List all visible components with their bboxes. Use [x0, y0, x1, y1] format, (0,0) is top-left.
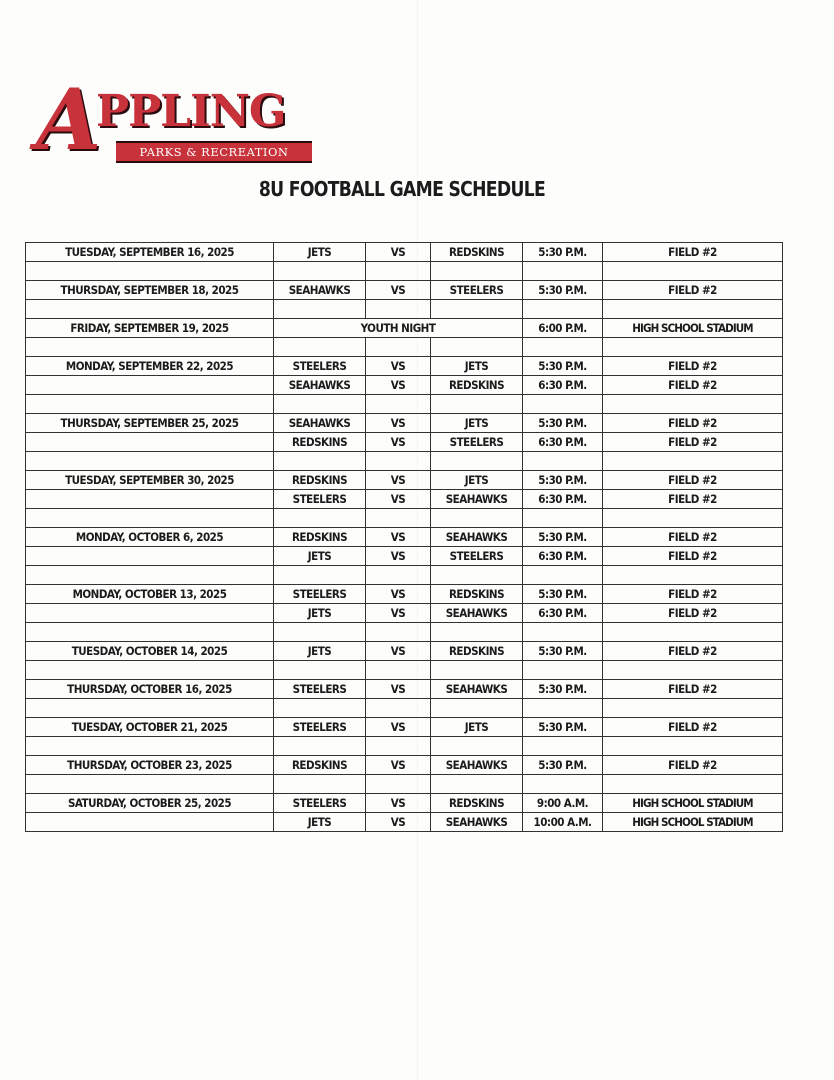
table-row: [26, 547, 783, 566]
empty-cell: [26, 338, 274, 357]
empty-cell: [366, 566, 431, 585]
table-row: [26, 642, 783, 661]
empty-cell: [274, 775, 366, 794]
spacer-row: [26, 338, 783, 357]
empty-cell: [431, 262, 523, 281]
spacer-row: [26, 509, 783, 528]
table-row: [26, 319, 783, 338]
logo-subtitle: PARKS & RECREATION: [116, 141, 312, 163]
away-team: SEAHAWKS: [431, 756, 523, 775]
event-name: YOUTH NIGHT: [274, 319, 523, 338]
empty-cell: [431, 699, 523, 718]
appling-logo: [36, 70, 289, 169]
away-team: REDSKINS: [431, 585, 523, 604]
away-team: STEELERS: [431, 433, 523, 452]
empty-cell: [274, 737, 366, 756]
empty-cell: [523, 699, 603, 718]
versus-label: VS: [366, 604, 431, 623]
table-row: [26, 357, 783, 376]
game-date-empty: [26, 433, 274, 452]
versus-label: VS: [366, 243, 431, 262]
empty-cell: [523, 509, 603, 528]
home-team: JETS: [274, 547, 366, 566]
home-team: STEELERS: [274, 680, 366, 699]
versus-label: VS: [366, 813, 431, 832]
game-location: FIELD #2: [603, 490, 783, 509]
game-time: 5:30 P.M.: [523, 414, 603, 433]
home-team: REDSKINS: [274, 471, 366, 490]
empty-cell: [26, 395, 274, 414]
table-row: [26, 794, 783, 813]
empty-cell: [431, 566, 523, 585]
empty-cell: [431, 395, 523, 414]
game-time: 6:30 P.M.: [523, 490, 603, 509]
empty-cell: [274, 395, 366, 414]
empty-cell: [523, 395, 603, 414]
game-date: MONDAY, OCTOBER 13, 2025: [26, 585, 274, 604]
empty-cell: [431, 452, 523, 471]
empty-cell: [366, 395, 431, 414]
game-time: 5:30 P.M.: [523, 642, 603, 661]
empty-cell: [431, 661, 523, 680]
game-date: MONDAY, OCTOBER 6, 2025: [26, 528, 274, 547]
game-date: TUESDAY, OCTOBER 21, 2025: [26, 718, 274, 737]
empty-cell: [26, 509, 274, 528]
home-team: SEAHAWKS: [274, 414, 366, 433]
game-location: FIELD #2: [603, 680, 783, 699]
empty-cell: [523, 262, 603, 281]
empty-cell: [26, 452, 274, 471]
empty-cell: [603, 509, 783, 528]
home-team: STEELERS: [274, 718, 366, 737]
away-team: SEAHAWKS: [431, 604, 523, 623]
empty-cell: [523, 452, 603, 471]
empty-cell: [603, 623, 783, 642]
empty-cell: [274, 661, 366, 680]
game-date: MONDAY, SEPTEMBER 22, 2025: [26, 357, 274, 376]
table-row: [26, 433, 783, 452]
versus-label: VS: [366, 547, 431, 566]
table-row: [26, 490, 783, 509]
versus-label: VS: [366, 642, 431, 661]
versus-label: VS: [366, 433, 431, 452]
table-row: [26, 471, 783, 490]
empty-cell: [26, 737, 274, 756]
spacer-row: [26, 566, 783, 585]
game-date-empty: [26, 813, 274, 832]
game-location: FIELD #2: [603, 718, 783, 737]
versus-label: VS: [366, 585, 431, 604]
empty-cell: [366, 300, 431, 319]
empty-cell: [26, 566, 274, 585]
empty-cell: [603, 737, 783, 756]
versus-label: VS: [366, 756, 431, 775]
away-team: JETS: [431, 718, 523, 737]
away-team: REDSKINS: [431, 243, 523, 262]
empty-cell: [523, 300, 603, 319]
empty-cell: [366, 262, 431, 281]
versus-label: VS: [366, 281, 431, 300]
home-team: STEELERS: [274, 794, 366, 813]
game-date-empty: [26, 547, 274, 566]
spacer-row: [26, 623, 783, 642]
empty-cell: [366, 699, 431, 718]
empty-cell: [431, 775, 523, 794]
empty-cell: [366, 623, 431, 642]
empty-cell: [603, 262, 783, 281]
game-time: 5:30 P.M.: [523, 585, 603, 604]
empty-cell: [431, 509, 523, 528]
game-location: HIGH SCHOOL STADIUM: [603, 813, 783, 832]
game-location: FIELD #2: [603, 756, 783, 775]
empty-cell: [274, 452, 366, 471]
empty-cell: [431, 623, 523, 642]
game-time: 5:30 P.M.: [523, 756, 603, 775]
game-location: FIELD #2: [603, 585, 783, 604]
spacer-row: [26, 775, 783, 794]
game-date-empty: [26, 490, 274, 509]
empty-cell: [523, 775, 603, 794]
versus-label: VS: [366, 471, 431, 490]
home-team: SEAHAWKS: [274, 281, 366, 300]
empty-cell: [366, 338, 431, 357]
table-row: [26, 281, 783, 300]
spacer-row: [26, 452, 783, 471]
game-time: 5:30 P.M.: [523, 357, 603, 376]
table-row: [26, 813, 783, 832]
game-time: 6:30 P.M.: [523, 433, 603, 452]
game-location: FIELD #2: [603, 528, 783, 547]
home-team: JETS: [274, 813, 366, 832]
empty-cell: [26, 262, 274, 281]
away-team: JETS: [431, 471, 523, 490]
game-date: TUESDAY, SEPTEMBER 16, 2025: [26, 243, 274, 262]
game-time: 5:30 P.M.: [523, 471, 603, 490]
spacer-row: [26, 300, 783, 319]
game-time: 6:30 P.M.: [523, 547, 603, 566]
page-title: 8U FOOTBALL GAME SCHEDULE: [258, 177, 546, 201]
game-time: 5:30 P.M.: [523, 718, 603, 737]
empty-cell: [603, 300, 783, 319]
game-location: FIELD #2: [603, 471, 783, 490]
away-team: SEAHAWKS: [431, 813, 523, 832]
empty-cell: [603, 395, 783, 414]
game-location: FIELD #2: [603, 376, 783, 395]
empty-cell: [523, 737, 603, 756]
empty-cell: [523, 623, 603, 642]
empty-cell: [26, 623, 274, 642]
spacer-row: [26, 699, 783, 718]
empty-cell: [274, 300, 366, 319]
game-location: FIELD #2: [603, 243, 783, 262]
empty-cell: [366, 775, 431, 794]
game-date: FRIDAY, SEPTEMBER 19, 2025: [26, 319, 274, 338]
home-team: STEELERS: [274, 357, 366, 376]
logo-letter-a: A: [36, 70, 102, 169]
game-location: FIELD #2: [603, 414, 783, 433]
away-team: REDSKINS: [431, 642, 523, 661]
game-time: 5:30 P.M.: [523, 528, 603, 547]
away-team: SEAHAWKS: [431, 528, 523, 547]
empty-cell: [431, 737, 523, 756]
empty-cell: [603, 775, 783, 794]
away-team: REDSKINS: [431, 794, 523, 813]
table-row: [26, 756, 783, 775]
versus-label: VS: [366, 376, 431, 395]
home-team: SEAHAWKS: [274, 376, 366, 395]
empty-cell: [274, 338, 366, 357]
home-team: JETS: [274, 243, 366, 262]
game-location: FIELD #2: [603, 604, 783, 623]
away-team: JETS: [431, 357, 523, 376]
table-row: [26, 414, 783, 433]
game-date: THURSDAY, OCTOBER 16, 2025: [26, 680, 274, 699]
game-location: FIELD #2: [603, 433, 783, 452]
game-location: HIGH SCHOOL STADIUM: [603, 794, 783, 813]
game-date: THURSDAY, OCTOBER 23, 2025: [26, 756, 274, 775]
game-time: 5:30 P.M.: [523, 680, 603, 699]
game-time: 6:30 P.M.: [523, 376, 603, 395]
game-date-empty: [26, 604, 274, 623]
away-team: STEELERS: [431, 547, 523, 566]
spacer-row: [26, 661, 783, 680]
home-team: REDSKINS: [274, 433, 366, 452]
game-date: THURSDAY, SEPTEMBER 18, 2025: [26, 281, 274, 300]
table-row: [26, 680, 783, 699]
game-time: 5:30 P.M.: [523, 281, 603, 300]
versus-label: VS: [366, 414, 431, 433]
empty-cell: [366, 509, 431, 528]
empty-cell: [431, 300, 523, 319]
home-team: STEELERS: [274, 585, 366, 604]
schedule-table: [25, 242, 783, 832]
versus-label: VS: [366, 680, 431, 699]
empty-cell: [603, 661, 783, 680]
versus-label: VS: [366, 490, 431, 509]
empty-cell: [274, 623, 366, 642]
empty-cell: [26, 699, 274, 718]
game-time: 10:00 A.M.: [523, 813, 603, 832]
game-date: TUESDAY, OCTOBER 14, 2025: [26, 642, 274, 661]
logo-word: PPLING: [96, 86, 286, 137]
spacer-row: [26, 395, 783, 414]
versus-label: VS: [366, 718, 431, 737]
empty-cell: [366, 661, 431, 680]
empty-cell: [26, 300, 274, 319]
home-team: REDSKINS: [274, 528, 366, 547]
table-row: [26, 528, 783, 547]
empty-cell: [523, 338, 603, 357]
game-date: THURSDAY, SEPTEMBER 25, 2025: [26, 414, 274, 433]
versus-label: VS: [366, 357, 431, 376]
home-team: JETS: [274, 642, 366, 661]
spacer-row: [26, 262, 783, 281]
game-time: 5:30 P.M.: [523, 243, 603, 262]
away-team: SEAHAWKS: [431, 680, 523, 699]
empty-cell: [274, 699, 366, 718]
empty-cell: [366, 452, 431, 471]
away-team: SEAHAWKS: [431, 490, 523, 509]
table-row: [26, 718, 783, 737]
game-location: HIGH SCHOOL STADIUM: [603, 319, 783, 338]
home-team: REDSKINS: [274, 756, 366, 775]
empty-cell: [26, 775, 274, 794]
empty-cell: [603, 699, 783, 718]
versus-label: VS: [366, 528, 431, 547]
game-location: FIELD #2: [603, 281, 783, 300]
game-date: SATURDAY, OCTOBER 25, 2025: [26, 794, 274, 813]
game-time: 6:00 P.M.: [523, 319, 603, 338]
home-team: JETS: [274, 604, 366, 623]
home-team: STEELERS: [274, 490, 366, 509]
game-time: 9:00 A.M.: [523, 794, 603, 813]
game-date: TUESDAY, SEPTEMBER 30, 2025: [26, 471, 274, 490]
table-row: [26, 243, 783, 262]
empty-cell: [274, 509, 366, 528]
away-team: STEELERS: [431, 281, 523, 300]
game-location: FIELD #2: [603, 357, 783, 376]
empty-cell: [603, 338, 783, 357]
empty-cell: [431, 338, 523, 357]
empty-cell: [366, 737, 431, 756]
game-date-empty: [26, 376, 274, 395]
empty-cell: [274, 262, 366, 281]
game-location: FIELD #2: [603, 547, 783, 566]
away-team: JETS: [431, 414, 523, 433]
versus-label: VS: [366, 794, 431, 813]
empty-cell: [523, 661, 603, 680]
table-row: [26, 585, 783, 604]
spacer-row: [26, 737, 783, 756]
empty-cell: [274, 566, 366, 585]
table-row: [26, 604, 783, 623]
empty-cell: [603, 452, 783, 471]
game-location: FIELD #2: [603, 642, 783, 661]
empty-cell: [523, 566, 603, 585]
empty-cell: [26, 661, 274, 680]
table-row: [26, 376, 783, 395]
away-team: REDSKINS: [431, 376, 523, 395]
game-time: 6:30 P.M.: [523, 604, 603, 623]
empty-cell: [603, 566, 783, 585]
